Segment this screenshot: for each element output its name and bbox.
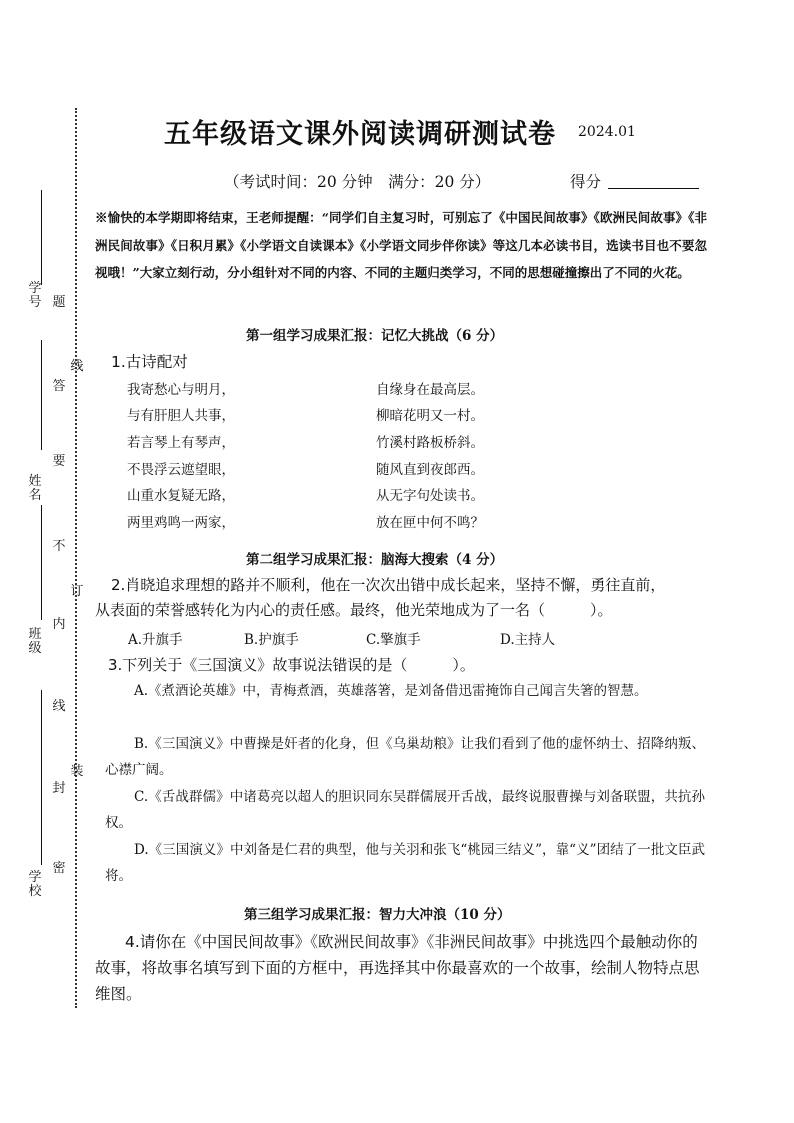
exam-info: （考试时间：20 分钟 满分：20 分）: [224, 173, 491, 191]
score-label: 得分: [570, 173, 602, 191]
question-4: 4.请你在《中国民间故事》《欧洲民间故事》《非洲民间故事》中挑选四个最触动你的故事，将故事名填写到下面的方框中，再选择其中你最喜欢的一个故事，绘制人物特点思维图。: [95, 933, 700, 1003]
poem-right-line: 柳暗花明又一村。: [376, 408, 484, 424]
q3-option-b[interactable]: B.《三国演义》中曹操是奸者的化身，但《乌巢劫粮》让我们看到了他的虚怀纳士、招降纳叛、心襟广阔。: [105, 736, 705, 778]
binding-underline-1: [41, 190, 42, 285]
seal-char: 题: [52, 295, 66, 310]
seal-char: 密: [52, 861, 66, 876]
poem-left-line: 若言琴上有琴声，: [127, 435, 235, 451]
poem-left-line: 两里鸡鸣一两家，: [127, 515, 235, 531]
student-id-label: 学号: [28, 281, 42, 310]
binding-dotted-line: [75, 108, 77, 1008]
q2-option-b[interactable]: B.护旗手: [244, 632, 299, 648]
seal-char: 订: [70, 584, 84, 599]
poem-right-line: 随风直到夜郎西。: [376, 462, 484, 478]
poem-left-line: 我寄愁心与明月，: [127, 382, 235, 398]
intro-paragraph: ※愉快的本学期即将结束，王老师提醒：“同学们自主复习时，可别忘了《中国民间故事》《欧洲民间故事》《非洲民间故事》《日积月累》《小学语文自读课本》《小学语文同步伴你读》等这几本必读书目，选读书目也不要忽视哦！”大家立刻行动，分小组针对不同的内容、不同的主题归类学习，不同的思想碰撞擦出了不同的火花。: [95, 210, 707, 280]
binding-underline-3: [41, 505, 42, 620]
poem-left-line: 山重水复疑无路，: [127, 488, 235, 504]
seal-char: 装: [70, 764, 84, 779]
section1-title: 第一组学习成果汇报：记忆大挑战（6 分）: [246, 328, 504, 344]
poem-right-line: 放在匣中何不鸣？: [376, 515, 484, 531]
question-3: 3.下列关于《三国演义》故事说法错误的是（ ）。: [108, 656, 475, 674]
exam-title: 五年级语文课外阅读调研测试卷: [164, 119, 556, 150]
q3-option-d[interactable]: D.《三国演义》中刘备是仁君的典型，他与关羽和张飞“桃园三结义”，靠“义”团结了一批文臣武将。: [105, 842, 705, 884]
binding-underline-2: [41, 340, 42, 450]
class-label: 班级: [28, 627, 42, 656]
student-name-label: 姓名: [28, 474, 42, 503]
exam-date: 2024.01: [578, 124, 636, 140]
score-blank[interactable]: [608, 188, 699, 189]
section3-title: 第三组学习成果汇报：智力大冲浪（10 分）: [244, 907, 511, 923]
section2-title: 第二组学习成果汇报：脑海大搜索（4 分）: [246, 552, 504, 568]
question-2-line2: 从表面的荣誉感转化为内心的责任感。最终，他光荣地成为了一名（ ）。: [95, 601, 613, 619]
q2-option-d[interactable]: D.主持人: [500, 632, 556, 648]
q2-option-a[interactable]: A.升旗手: [128, 632, 183, 648]
seal-char: 不: [52, 539, 66, 554]
seal-char: 内: [52, 617, 66, 632]
q3-option-c[interactable]: C.《舌战群儒》中诸葛亮以超人的胆识同东吴群儒展开舌战，最终说服曹操与刘备联盟，共抗孙权。: [105, 789, 705, 831]
poem-right-line: 自缘身在最高层。: [376, 382, 484, 398]
binding-underline-4: [41, 690, 42, 865]
poem-left-line: 与有肝胆人共事，: [127, 408, 235, 424]
question-1: 1.古诗配对: [111, 353, 188, 371]
school-label: 学校: [28, 870, 42, 899]
poem-right-line: 竹溪村路板桥斜。: [376, 435, 484, 451]
seal-char: 线: [70, 359, 84, 374]
q2-option-c[interactable]: C.擎旗手: [366, 632, 421, 648]
question-2-line1: 2.肖晓追求理想的路并不顺利，他在一次次出错中成长起来，坚持不懈，勇往直前，: [111, 576, 666, 594]
poem-left-line: 不畏浮云遮望眼，: [127, 462, 235, 478]
poem-right-line: 从无字句处读书。: [376, 488, 484, 504]
seal-char: 线: [52, 699, 66, 714]
seal-char: 封: [52, 781, 66, 796]
seal-char: 答: [52, 379, 66, 394]
q3-option-a[interactable]: A.《煮酒论英雄》中，青梅煮酒，英雄落箸，是刘备借迅雷掩饰自己闻言失箸的智慧。: [134, 683, 648, 699]
seal-char: 要: [52, 454, 66, 469]
